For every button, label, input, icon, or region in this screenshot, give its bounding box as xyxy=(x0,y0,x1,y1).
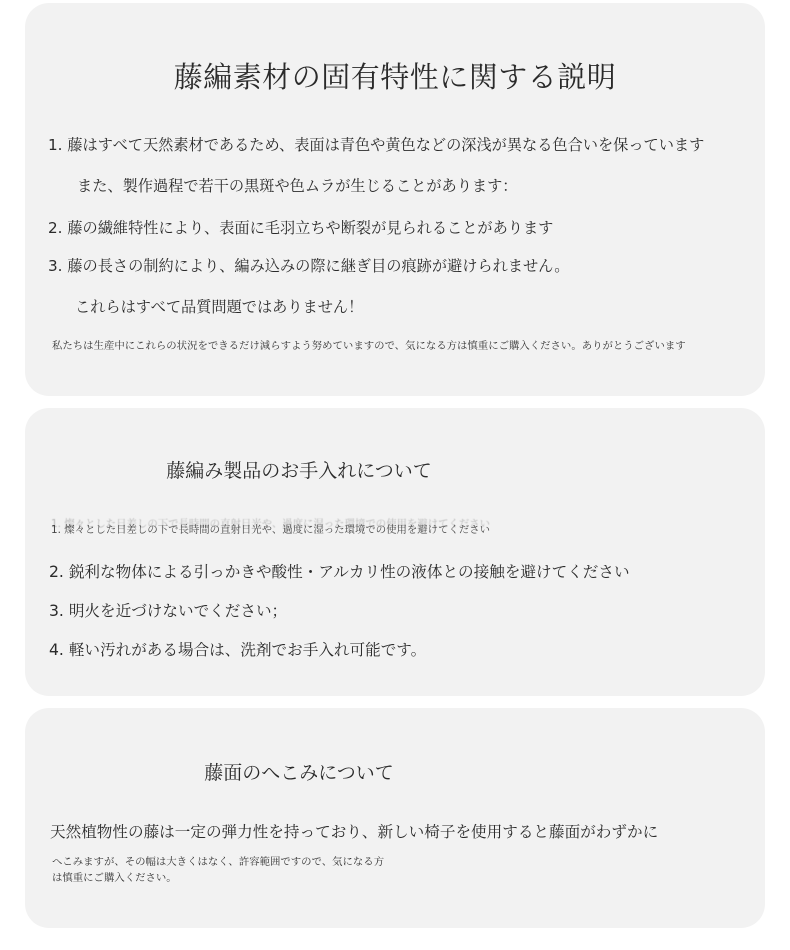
care-instructions-card xyxy=(25,408,765,696)
purchase-footer-note: 私たちは生産中にこれらの状況をできるだけ減らすよう努めていますので、気になる方は慎重にご購入ください。ありがとうございます xyxy=(52,340,686,352)
section-title: 藤編み製品のお手入れについて xyxy=(166,460,432,482)
property-item-2: 2. 藤の繊維特性により、表面に毛羽立ちや断裂が見られることがあります xyxy=(48,219,554,237)
care-item-2: 2. 鋭利な物体による引っかきや酸性・アルカリ性の液体との接触を避けてください xyxy=(49,563,630,581)
care-item-4: 4. 軽い汚れがある場合は、洗剤でお手入れ可能です。 xyxy=(49,641,427,659)
property-item-1-continued: また、製作過程で若干の黒斑や色ムラが生じることがあります： xyxy=(77,177,518,195)
property-item-1: 1. 藤はすべて天然素材であるため、表面は青色や黄色などの深浅が異なる色合いを保っています xyxy=(48,136,705,154)
care-item-3: 3. 明火を近づけないでください； xyxy=(49,602,288,620)
care-item-1: 1. 燦々とした日差しの下で長時間の直射日光や、過度に湿った環境での使用を避けてください xyxy=(51,524,491,536)
dent-note-line-1: へこみますが、その幅は大きくはなく、許容範囲ですので、気になる方 xyxy=(52,856,385,868)
section-title: 藤面のへこみについて xyxy=(204,762,394,784)
dent-description: 天然植物性の藤は一定の弾力性を持っており、新しい椅子を使用すると藤面がわずかに xyxy=(50,823,659,841)
dent-info-card xyxy=(25,708,765,928)
section-title: 藤編素材の固有特性に関する説明 xyxy=(173,60,617,94)
rattan-properties-card xyxy=(25,3,765,396)
quality-note: これらはすべて品質問題ではありません！ xyxy=(75,298,364,316)
property-item-3: 3. 藤の長さの制約により、編み込みの際に継ぎ目の痕跡が避けられません。 xyxy=(48,257,570,275)
dent-note-line-2: は慎重にご購入ください。 xyxy=(52,872,177,884)
